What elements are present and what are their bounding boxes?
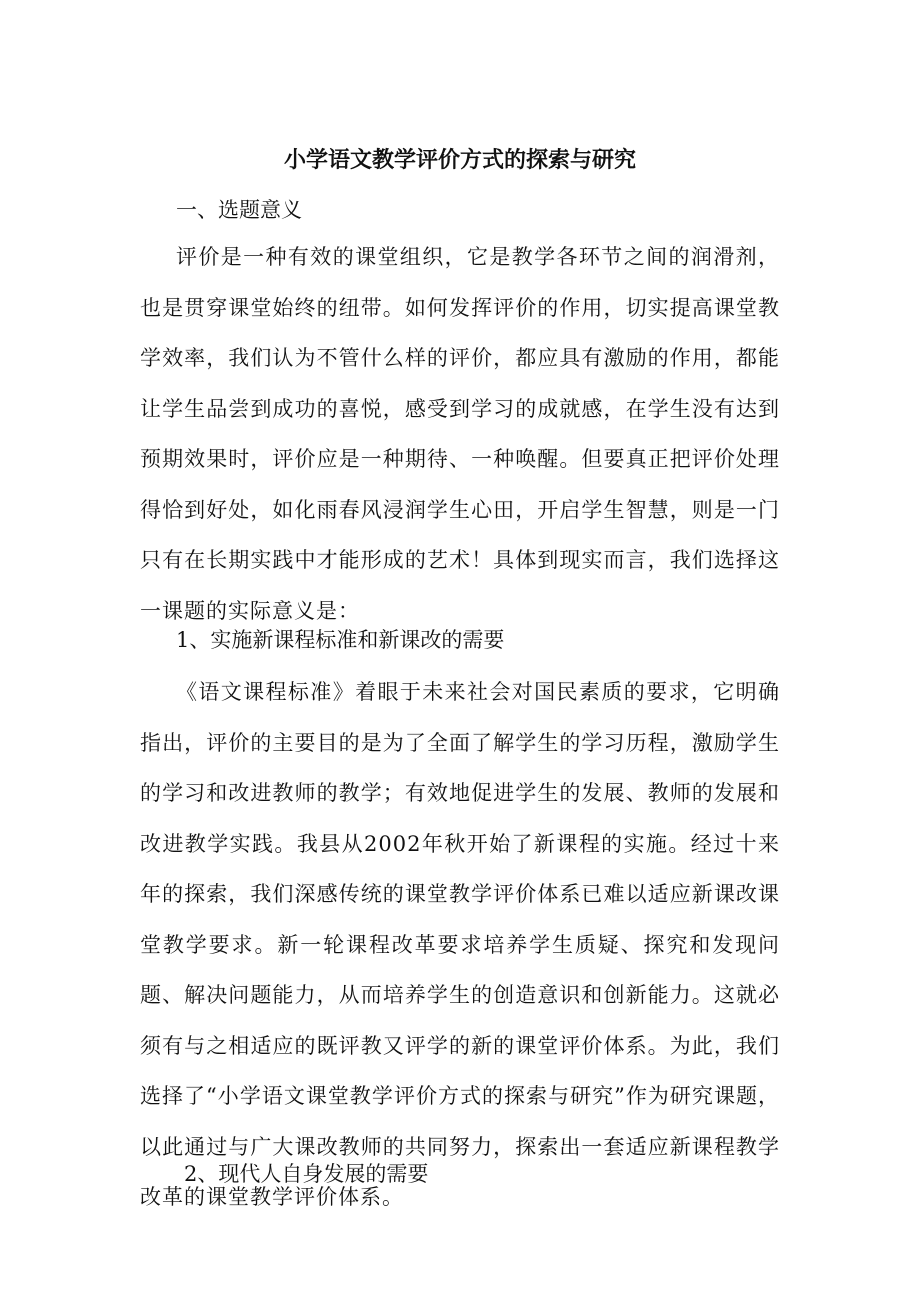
paragraph-significance: 评价是一种有效的课堂组织，它是教学各环节之间的润滑剂，也是贯穿课堂始终的纽带。如何发挥评价的作用，切实提高课堂教学效率，我们认为不管什么样的评价，都应具有激励的作用，都能让学生品尝到成功的喜悦，感受到学习的成就感，在学生没有达到预期效果时，评价应是一种期待、一种唤醒。但要真正把评价处理得恰到好处，如化雨春风浸润学生心田，开启学生智慧，则是一门只有在长期实践中才能形成的艺术！具体到现实而言，我们选择这一课题的实际意义是：	[140, 245, 780, 623]
section-heading-significance: 一、选题意义	[176, 198, 302, 222]
subsection-heading-self-development: 2、现代人自身发展的需要	[184, 1162, 429, 1186]
subsection-heading-curriculum: 1、实施新课程标准和新课改的需要	[176, 628, 505, 652]
document-title: 小学语文教学评价方式的探索与研究	[283, 147, 636, 173]
paragraph-curriculum: 《语文课程标准》着眼于未来社会对国民素质的要求，它明确指出，评价的主要目的是为了全面了解学生的学习历程，激励学生的学习和改进教师的教学；有效地促进学生的发展、教师的发展和改进教学实践。我县从2002年秋开始了新课程的实施。经过十来年的探索，我们深感传统的课堂教学评价体系已难以适应新课改课堂教学要求。新一轮课程改革要求培养学生质疑、探究和发现问题、解决问题能力，从而培养学生的创造意识和创新能力。这就必须有与之相适应的既评教又评学的新的课堂评价体系。为此，我们选择了“小学语文课堂教学评价方式的探索与研究”作为研究课题，以此通过与广大课改教师的共同努力，探索出一套适应新课程教学改革的课堂教学评价体系。	[140, 680, 780, 1209]
